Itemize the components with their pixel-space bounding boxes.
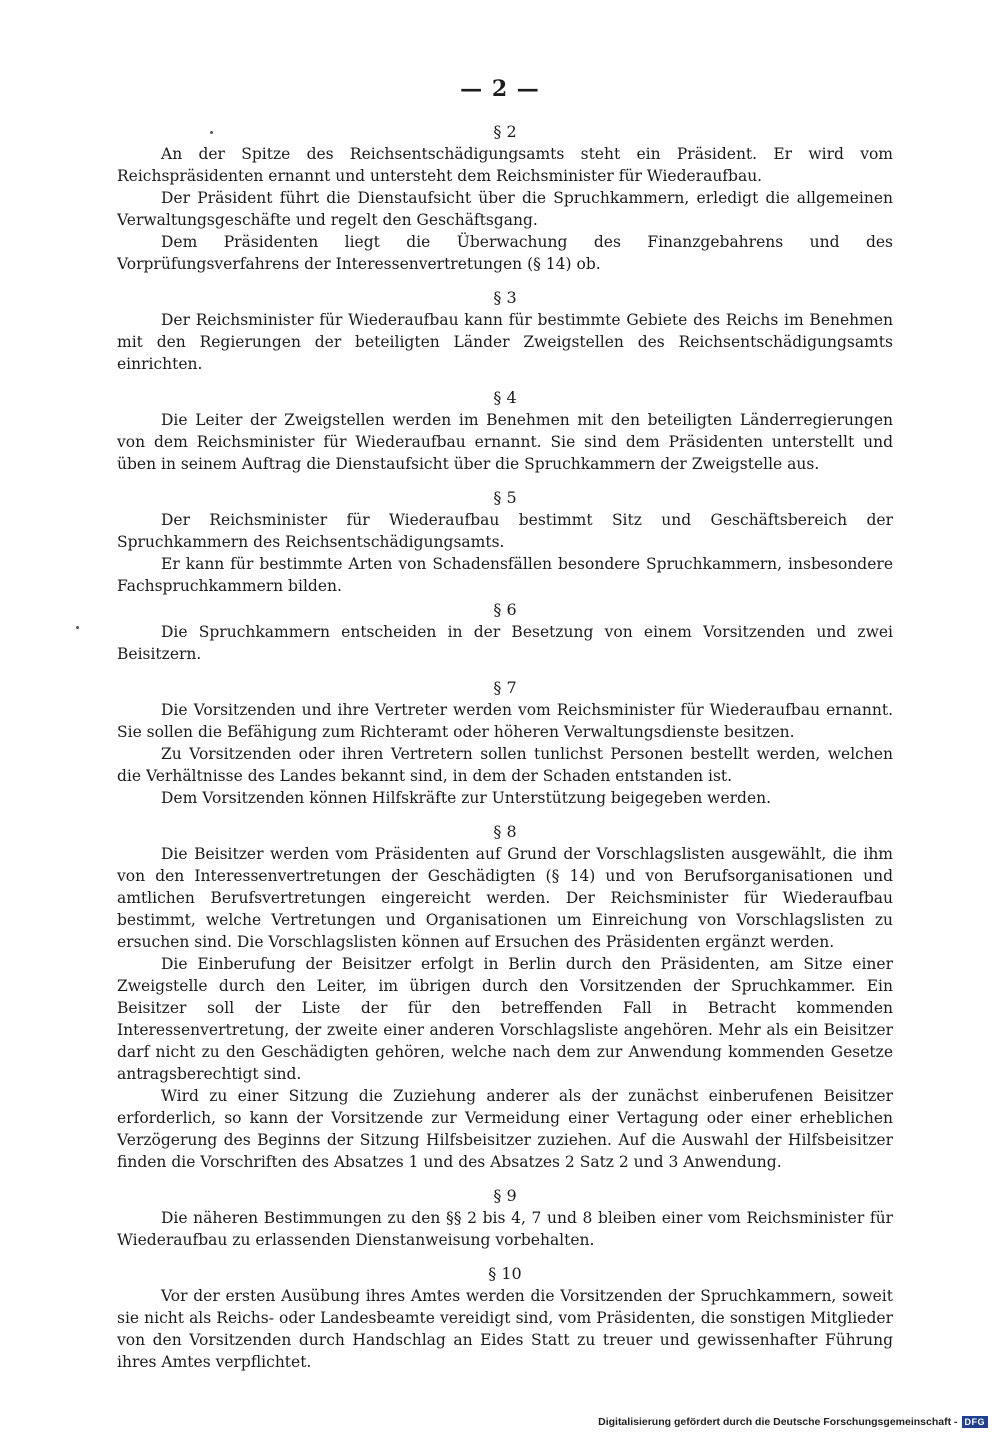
- section: [117, 287, 893, 375]
- section-paragraph: Dem Präsidenten liegt die Überwachung des Finanzgebahrens und des Vorprüfungsverfahrens der Interessenvertretungen (§ 14) ob.: [117, 233, 893, 273]
- section: [117, 821, 893, 1173]
- section-heading: § 2: [493, 122, 517, 141]
- section-paragraph: Der Reichsminister für Wiederaufbau bestimmt Sitz und Geschäftsbereich der Spruchkammern des Reichsentschädigungsamts.: [117, 511, 893, 551]
- section: [117, 1263, 893, 1373]
- section-heading: § 3: [493, 288, 517, 307]
- scan-speck: [76, 626, 79, 629]
- section: [117, 121, 893, 275]
- section-paragraph: Die Beisitzer werden vom Präsidenten auf Grund der Vorschlagslisten ausgewählt, die ihm von den Interessenvertretungen der Geschädigten (§ 14) und von Berufsorganisationen und amtlichen Berufsvertretungen eingereicht werden. Der Reichsminister für Wiederaufbau bestimmt, welche Vertretungen und Organisationen um Einreichung von Vorschlagslisten zu ersuchen sind. Die Vorschlagslisten können auf Ersuchen des Präsidenten ergänzt werden.: [117, 845, 893, 951]
- section-paragraph: Die Spruchkammern entscheiden in der Besetzung von einem Vorsitzenden und zwei Beisitzern.: [117, 623, 893, 663]
- section-heading: § 7: [493, 678, 517, 697]
- document-body: [117, 121, 893, 1385]
- section-paragraph: Die Vorsitzenden und ihre Vertreter werden vom Reichsminister für Wiederaufbau ernannt. Sie sollen die Befähigung zum Richteramt oder höheren Verwaltungsdienste besitzen.: [117, 701, 893, 741]
- section-paragraph: Die Leiter der Zweigstellen werden im Benehmen mit den beteiligten Länderregierungen von dem Reichsminister für Wiederaufbau ernannt. Sie sind dem Präsidenten unterstellt und üben in seinem Auftrag die Dienstaufsicht über die Spruchkammern der Zweigstelle aus.: [117, 411, 893, 473]
- section-paragraph: An der Spitze des Reichsentschädigungsamts steht ein Präsident. Er wird vom Reichspräsidenten ernannt und untersteht dem Reichsminister für Wiederaufbau.: [117, 145, 893, 185]
- footer-text: Digitalisierung gefördert durch die Deutsche Forschungsgemeinschaft -: [598, 1416, 958, 1428]
- section-heading: § 4: [493, 388, 517, 407]
- dfg-logo-icon: DFG: [962, 1416, 989, 1428]
- section-paragraph: Zu Vorsitzenden oder ihren Vertretern sollen tunlichst Personen bestellt werden, welchen die Verhältnisse des Landes bekannt sind, in dem der Schaden entstanden ist.: [117, 745, 893, 785]
- section-heading: § 5: [493, 488, 517, 507]
- section: [117, 599, 893, 665]
- section-paragraph: Er kann für bestimmte Arten von Schadensfällen besondere Spruchkammern, insbesondere Fachspruchkammern bilden.: [117, 555, 893, 595]
- section-paragraph: Dem Vorsitzenden können Hilfskräfte zur Unterstützung beigegeben werden.: [161, 789, 772, 807]
- scan-speck: [210, 131, 213, 134]
- section: [117, 387, 893, 475]
- section: [117, 1185, 893, 1251]
- section-heading: § 6: [493, 600, 517, 619]
- section-heading: § 8: [493, 822, 517, 841]
- digitization-footer: [598, 1416, 988, 1428]
- section: [117, 677, 893, 809]
- section-paragraph: Wird zu einer Sitzung die Zuziehung anderer als der zunächst einberufenen Beisitzer erforderlich, so kann der Vorsitzende zur Vermeidung einer Vertagung oder einer erheblichen Verzögerung des Beginns der Sitzung Hilfsbeisitzer zuziehen. Auf die Auswahl der Hilfsbeisitzer finden die Vorschriften des Absatzes 1 und des Absatzes 2 Satz 2 und 3 Anwendung.: [117, 1087, 893, 1171]
- section-paragraph: Vor der ersten Ausübung ihres Amtes werden die Vorsitzenden der Spruchkammern, soweit sie nicht als Reichs- oder Landesbeamte vereidigt sind, vom Präsidenten, die sonstigen Mitglieder von den Vorsitzenden durch Handschlag an Eides Statt zu treuer und gewissenhafter Führung ihres Amtes verpflichtet.: [117, 1287, 893, 1371]
- section-paragraph: Der Reichsminister für Wiederaufbau kann für bestimmte Gebiete des Reichs im Benehmen mit den Regierungen der beteiligten Länder Zweigstellen des Reichsentschädigungsamts einrichten.: [117, 311, 893, 373]
- section-paragraph: Die Einberufung der Beisitzer erfolgt in Berlin durch den Präsidenten, am Sitze einer Zweigstelle durch den Leiter, im übrigen durch den Vorsitzenden der Spruchkammer. Ein Beisitzer soll der Liste der für den betreffenden Fall in Betracht kommenden Interessenvertretung, der zweite einer anderen Vorschlagsliste angehören. Mehr als ein Beisitzer darf nicht zu den Geschädigten gehören, welche nach dem zur Anwendung kommenden Gesetze antragsberechtigt sind.: [117, 955, 893, 1083]
- page-number: — 2 —: [460, 76, 540, 102]
- section-paragraph: Die näheren Bestimmungen zu den §§ 2 bis 4, 7 und 8 bleiben einer vom Reichsminister für Wiederaufbau zu erlassenden Dienstanweisung vorbehalten.: [117, 1209, 893, 1249]
- section-heading: § 10: [488, 1264, 522, 1283]
- section: [117, 487, 893, 597]
- section-paragraph: Der Präsident führt die Dienstaufsicht über die Spruchkammern, erledigt die allgemeinen Verwaltungsgeschäfte und regelt den Geschäftsgang.: [117, 189, 893, 229]
- section-heading: § 9: [493, 1186, 517, 1205]
